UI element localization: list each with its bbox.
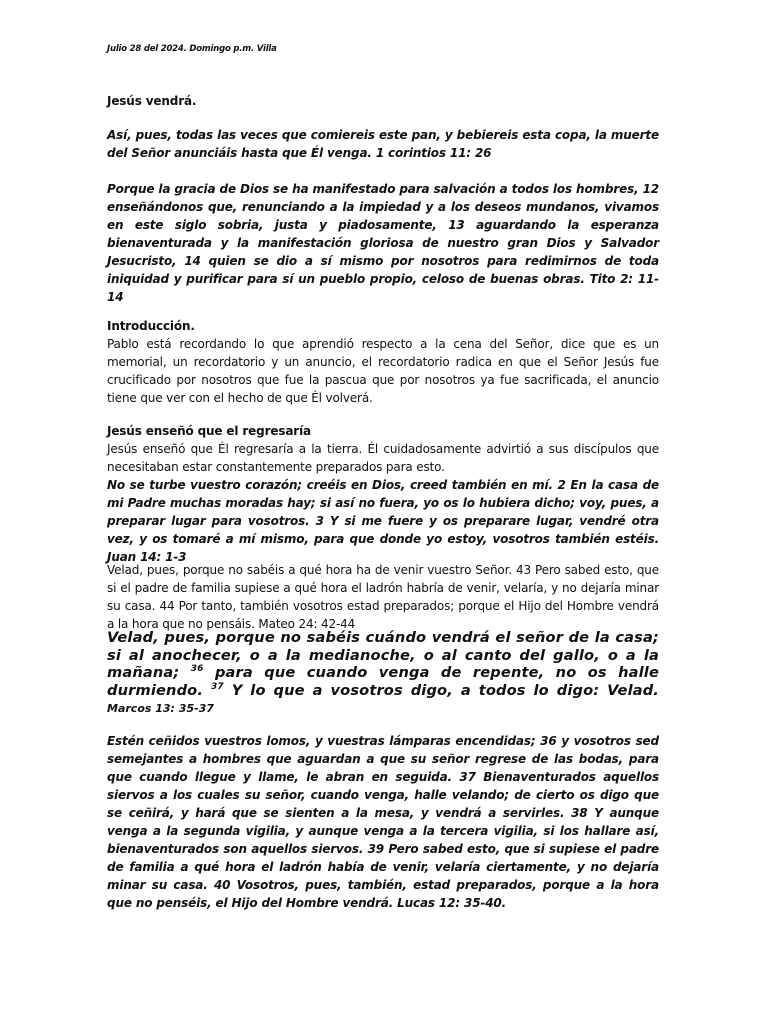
marcos-part-3: Y lo que a vosotros digo, a todos lo digo: Velad. [231, 681, 660, 699]
verse-number-36: 36 [190, 664, 204, 675]
intro-body: Pablo está recordando lo que aprendió respecto a la cena del Señor, dice que es un memorial, un recordatorio y un anuncio, el recordatorio radica en que el Señor Jesús fue crucificado por nosotros que fue la pascua que por nosotros ya fue sacrificada, el anuncio tiene que ver con el hecho de que Él volverá. [107, 337, 659, 405]
marcos-reference: Marcos 13: 35-37 [107, 702, 214, 715]
intro-section [107, 317, 659, 407]
marcos-passage [107, 629, 659, 718]
marcos-part-2: para que cuando venga de repente, no os halle durmiendo. [107, 664, 659, 699]
sermon-title: Jesús vendrá. [107, 94, 197, 108]
lucas-passage: Estén ceñidos vuestros lomos, y vuestras lámparas encendidas; 36 y vosotros sed semejantes a hombres que aguardan a que su señor regrese de las bodas, para que cuando llegue y llame, le abran en seguida. 37 Bienaventurados aquellos siervos a los cuales su señor, cuando venga, halle velando; de cierto os digo que se ceñirá, y hará que se sienten a la mesa, y vendrá a servirles. 38 Y aunque venga a la segunda vigilia, y aunque venga a la tercera vigilia, si los hallare así, bienaventurados son aquellos siervos. 39 Pero sabed esto, que si supiese el padre de familia a qué hora el ladrón había de venir, velaría ciertamente, y no dejaría minar su casa. 40 Vosotros, pues, también, estad preparados, porque a la hora que no penséis, el Hijo del Hombre vendrá. Lucas 12: 35-40. [107, 734, 659, 910]
epigraph-1-corintios: Así, pues, todas las veces que comiereis este pan, y bebiereis esta copa, la muerte del Señor anunciáis hasta que Él venga. 1 corintios 11: 26 [107, 128, 659, 160]
intro-heading: Introducción. [107, 319, 195, 333]
verse-number-37: 37 [210, 681, 224, 692]
section-heading: Jesús enseñó que el regresaría [107, 424, 311, 438]
date-header: Julio 28 del 2024. Domingo p.m. Villa [107, 44, 277, 54]
section-regresaria [107, 422, 659, 566]
section-body: Jesús enseñó que Él regresaría a la tierra. Él cuidadosamente advirtió a sus discípulos que necesitaban estar constantemente preparados para esto. [107, 442, 659, 474]
marcos-part-1: Velad, pues, porque no sabéis cuándo vendrá el señor de la casa; si al anochecer, o a la medianoche, o al canto del gallo, o a la mañana; [107, 629, 659, 681]
mateo-passage: Velad, pues, porque no sabéis a qué hora ha de venir vuestro Señor. 43 Pero sabed esto, que si el padre de familia supiese a qué hora el ladrón habría de venir, velaría, y no dejaría minar su casa. 44 Por tanto, también vosotros estad preparados; porque el Hijo del Hombre vendrá a la hora que no pensáis. Mateo 24: 42-44 [107, 563, 659, 631]
epigraph-tito: Porque la gracia de Dios se ha manifestado para salvación a todos los hombres, 12 enseñándonos que, renunciando a la impiedad y a los deseos mundanos, vivamos en este siglo sobria, justa y piadosamente, 13 aguardando la esperanza bienaventurada y la manifestación gloriosa de nuestro gran Dios y Salvador Jesucristo, 14 quien se dio a sí mismo por nosotros para redimirnos de toda iniquidad y purificar para sí un pueblo propio, celoso de buenas obras. Tito 2: 11-14 [107, 182, 659, 304]
juan-quote: No se turbe vuestro corazón; creéis en Dios, creed también en mí. 2 En la casa de mi Padre muchas moradas hay; si así no fuera, yo os lo hubiera dicho; voy, pues, a preparar lugar para vosotros. 3 Y si me fuere y os preparare lugar, vendré otra vez, y os tomaré a mí mismo, para que donde yo estoy, vosotros también estéis. Juan 14: 1-3 [107, 478, 659, 564]
